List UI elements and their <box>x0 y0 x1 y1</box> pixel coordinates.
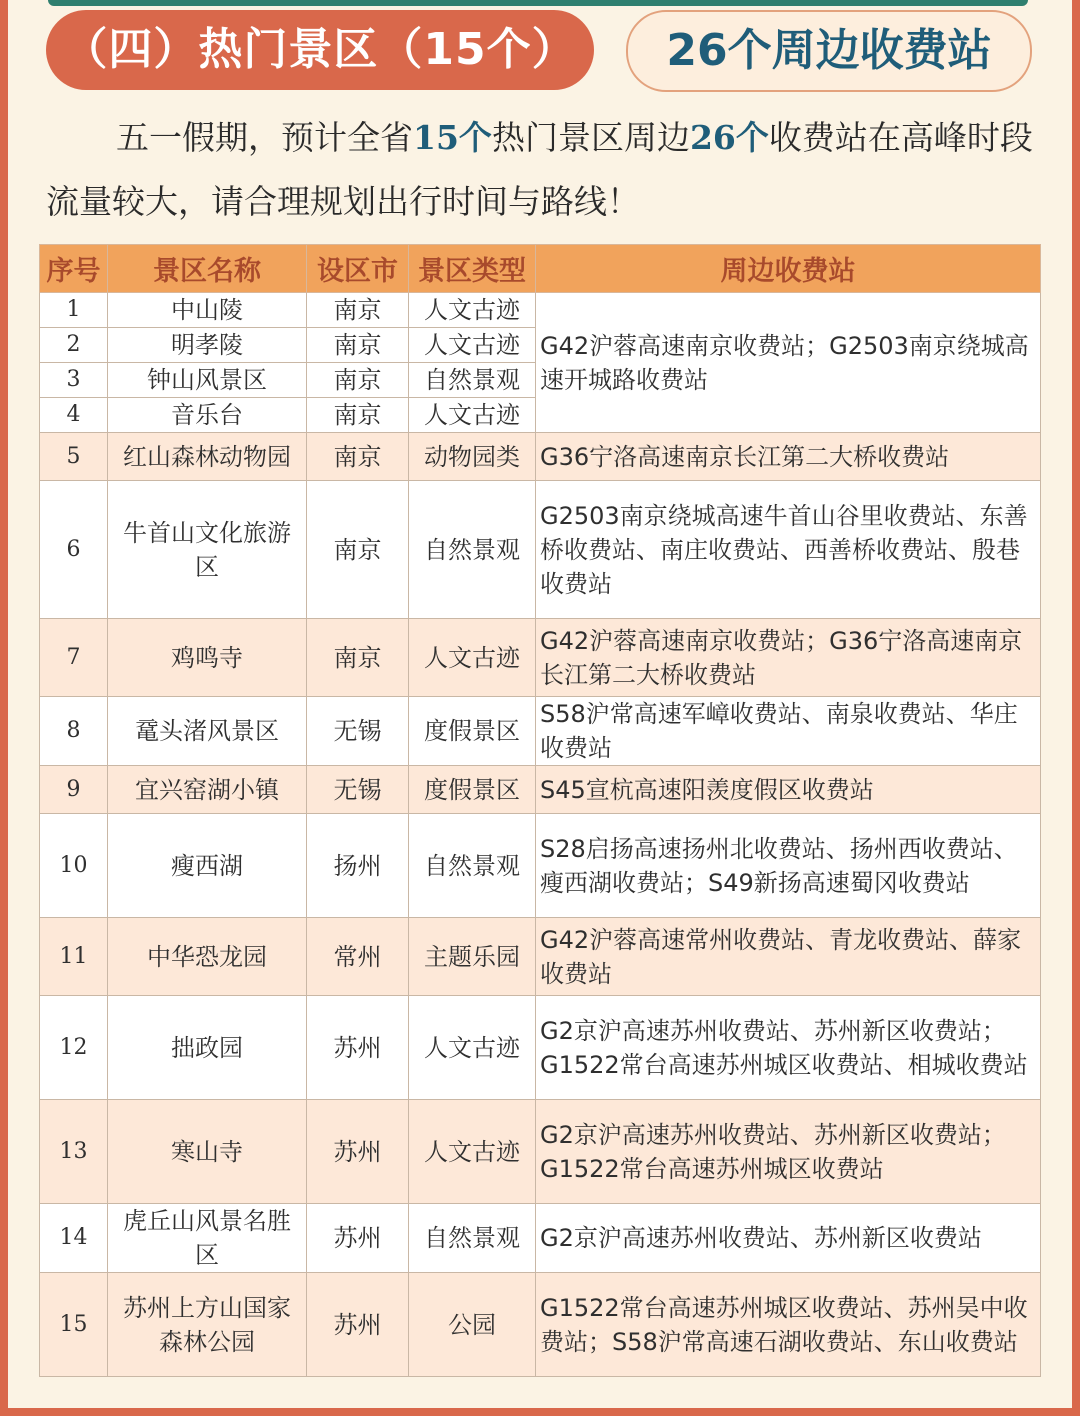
intro-count-spots: 15个 <box>413 118 492 157</box>
row-city: 无锡 <box>307 697 409 766</box>
row-name: 寒山寺 <box>108 1100 307 1204</box>
row-type: 人文古迹 <box>409 398 536 433</box>
row-type: 自然景观 <box>409 363 536 398</box>
row-name: 音乐台 <box>108 398 307 433</box>
table-row <box>40 697 1041 766</box>
row-name: 宜兴窑湖小镇 <box>108 766 307 814</box>
row-no: 4 <box>40 398 108 433</box>
row-stations: S58沪常高速军嶂收费站、南泉收费站、华庄收费站 <box>536 697 1041 766</box>
row-stations: G42沪蓉高速南京收费站；G2503南京绕城高速开城路收费站 <box>536 293 1041 433</box>
intro-part1: 五一假期，预计全省 <box>116 118 413 157</box>
row-city: 南京 <box>307 328 409 363</box>
row-no: 9 <box>40 766 108 814</box>
row-type: 人文古迹 <box>409 1100 536 1204</box>
table-row <box>40 433 1041 481</box>
row-city: 南京 <box>307 293 409 328</box>
row-city: 南京 <box>307 398 409 433</box>
table-row <box>40 619 1041 697</box>
row-type: 度假景区 <box>409 697 536 766</box>
header-city: 设区市 <box>307 245 409 293</box>
top-strip <box>48 0 1028 6</box>
header-stations: 周边收费站 <box>536 245 1041 293</box>
row-name: 牛首山文化旅游区 <box>108 481 307 619</box>
header-type: 景区类型 <box>409 245 536 293</box>
row-no: 13 <box>40 1100 108 1204</box>
table-row <box>40 1204 1041 1273</box>
row-stations: G36宁洛高速南京长江第二大桥收费站 <box>536 433 1041 481</box>
row-stations: G2503南京绕城高速牛首山谷里收费站、东善桥收费站、南庄收费站、西善桥收费站、殷巷收费站 <box>536 481 1041 619</box>
intro-part2: 热门景区周边 <box>491 118 690 157</box>
table-row <box>40 1273 1041 1377</box>
row-stations: G2京沪高速苏州收费站、苏州新区收费站；G1522常台高速苏州城区收费站 <box>536 1100 1041 1204</box>
row-type: 人文古迹 <box>409 328 536 363</box>
row-name: 钟山风景区 <box>108 363 307 398</box>
row-name: 瘦西湖 <box>108 814 307 918</box>
row-type: 度假景区 <box>409 766 536 814</box>
row-type: 人文古迹 <box>409 996 536 1100</box>
row-no: 15 <box>40 1273 108 1377</box>
table-row <box>40 996 1041 1100</box>
row-city: 南京 <box>307 363 409 398</box>
row-name: 苏州上方山国家森林公园 <box>108 1273 307 1377</box>
table-row <box>40 766 1041 814</box>
row-stations: G2京沪高速苏州收费站、苏州新区收费站；G1522常台高速苏州城区收费站、相城收费站 <box>536 996 1041 1100</box>
intro-count-stations: 26个 <box>689 118 769 157</box>
row-name: 虎丘山风景名胜区 <box>108 1204 307 1273</box>
row-city: 南京 <box>307 433 409 481</box>
table-row <box>40 481 1041 619</box>
row-type: 动物园类 <box>409 433 536 481</box>
table-row <box>40 293 1041 328</box>
stations-title: 26个周边收费站 <box>626 10 1032 92</box>
row-city: 苏州 <box>307 1100 409 1204</box>
scenic-spots-table <box>39 244 1041 1377</box>
row-name: 鼋头渚风景区 <box>108 697 307 766</box>
row-stations: S28启扬高速扬州北收费站、扬州西收费站、瘦西湖收费站；S49新扬高速蜀冈收费站 <box>536 814 1041 918</box>
row-no: 1 <box>40 293 108 328</box>
row-stations: G1522常台高速苏州城区收费站、苏州吴中收费站；S58沪常高速石湖收费站、东山收费站 <box>536 1273 1041 1377</box>
row-stations: G2京沪高速苏州收费站、苏州新区收费站 <box>536 1204 1041 1273</box>
intro-part3: 收费站在高峰时段流量较大，请合理规划出行时间与路线！ <box>46 118 1033 221</box>
row-type: 人文古迹 <box>409 293 536 328</box>
row-city: 苏州 <box>307 1204 409 1273</box>
row-city: 无锡 <box>307 766 409 814</box>
row-no: 3 <box>40 363 108 398</box>
row-no: 11 <box>40 918 108 996</box>
header-name: 景区名称 <box>108 245 307 293</box>
row-name: 明孝陵 <box>108 328 307 363</box>
row-type: 自然景观 <box>409 481 536 619</box>
row-name: 中华恐龙园 <box>108 918 307 996</box>
row-stations: S45宣杭高速阳羡度假区收费站 <box>536 766 1041 814</box>
row-name: 鸡鸣寺 <box>108 619 307 697</box>
row-stations: G42沪蓉高速常州收费站、青龙收费站、薛家收费站 <box>536 918 1041 996</box>
row-city: 南京 <box>307 481 409 619</box>
row-name: 中山陵 <box>108 293 307 328</box>
row-no: 2 <box>40 328 108 363</box>
table-row <box>40 1100 1041 1204</box>
row-no: 8 <box>40 697 108 766</box>
row-no: 6 <box>40 481 108 619</box>
row-city: 苏州 <box>307 996 409 1100</box>
row-no: 14 <box>40 1204 108 1273</box>
row-type: 人文古迹 <box>409 619 536 697</box>
row-type: 自然景观 <box>409 1204 536 1273</box>
row-name: 红山森林动物园 <box>108 433 307 481</box>
intro-paragraph <box>46 106 1036 234</box>
section-title: （四）热门景区（15个） <box>46 10 594 90</box>
row-stations: G42沪蓉高速南京收费站；G36宁洛高速南京长江第二大桥收费站 <box>536 619 1041 697</box>
row-name: 拙政园 <box>108 996 307 1100</box>
table-row <box>40 814 1041 918</box>
table-header-row <box>40 245 1041 293</box>
row-city: 南京 <box>307 619 409 697</box>
row-city: 常州 <box>307 918 409 996</box>
row-no: 12 <box>40 996 108 1100</box>
row-city: 苏州 <box>307 1273 409 1377</box>
row-city: 扬州 <box>307 814 409 918</box>
row-no: 10 <box>40 814 108 918</box>
row-no: 5 <box>40 433 108 481</box>
header-no: 序号 <box>40 245 108 293</box>
table-row <box>40 918 1041 996</box>
row-no: 7 <box>40 619 108 697</box>
row-type: 主题乐园 <box>409 918 536 996</box>
row-type: 公园 <box>409 1273 536 1377</box>
row-type: 自然景观 <box>409 814 536 918</box>
